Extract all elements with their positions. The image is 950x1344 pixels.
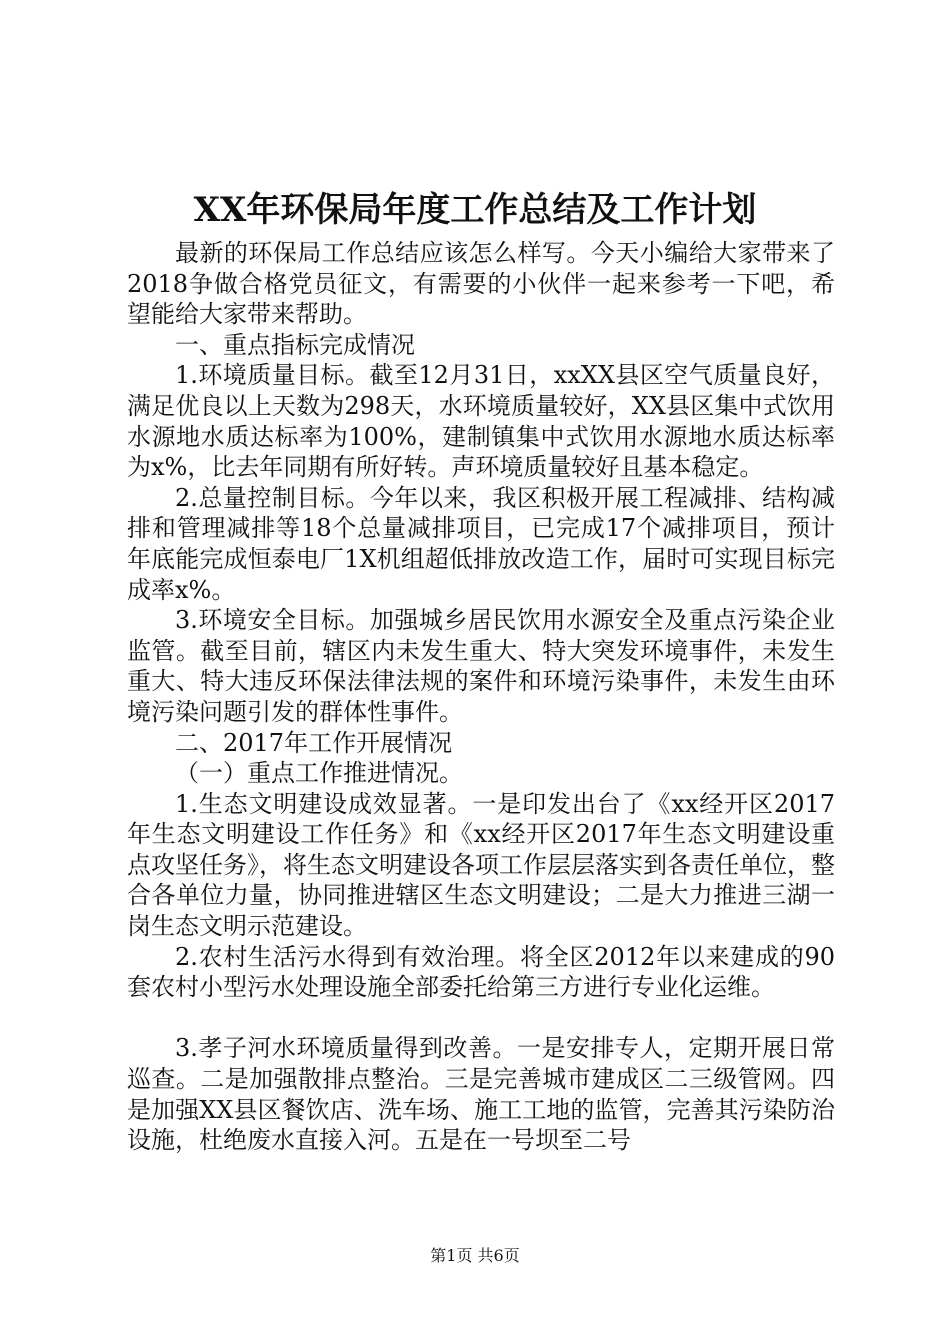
subsection-heading-key-work: （一）重点工作推进情况。 bbox=[175, 759, 463, 788]
intro-paragraph: 最新的环保局工作总结应该怎么样写。今天小编给大家带来了2018争做合格党员征文，有需要的小伙伴一起来参考一下吧，希望能给大家带来帮助。 bbox=[127, 239, 835, 329]
paragraph-total-control: 2.总量控制目标。今年以来，我区积极开展工程减排、结构减排和管理减排等18个总量减排项目，已完成17个减排项目，预计年底能完成恒泰电厂1X机组超低排放改造工作，届时可实现目标完成率x%。 bbox=[127, 483, 835, 604]
section-heading-key-indicators: 一、重点指标完成情况 bbox=[175, 330, 415, 359]
document-body bbox=[127, 238, 835, 1156]
section-heading-2017-work: 二、2017年工作开展情况 bbox=[175, 728, 453, 757]
paragraph-rural-sewage: 2.农村生活污水得到有效治理。将全区2012年以来建成的90套农村小型污水处理设施全部委托给第三方进行专业化运维。 bbox=[127, 942, 835, 1002]
document-title: XX年环保局年度工作总结及工作计划 bbox=[193, 190, 757, 230]
paragraph-environment-quality: 1.环境质量目标。截至12月31日，xxXX县区空气质量良好，满足优良以上天数为298天，水环境质量较好，XX县区集中式饮用水源地水质达标率为100%，建制镇集中式饮用水源地水质达标率为x%，比去年同期有所好转。声环境质量较好且基本稳定。 bbox=[127, 361, 835, 482]
paragraph-ecological-civilization: 1.生态文明建设成效显著。一是印发出台了《xx经开区2017年生态文明建设工作任务》和《xx经开区2017年生态文明建设重点攻坚任务》，将生态文明建设各项工作层层落实到各责任单位，整合各单位力量，协同推进辖区生态文明建设；二是大力推进三湖一岗生态文明示范建设。 bbox=[127, 789, 835, 941]
paragraph-river-quality: 3.孝子河水环境质量得到改善。一是安排专人，定期开展日常巡查。二是加强散排点整治。三是完善城市建成区二三级管网。四是加强XX县区餐饮店、洗车场、施工工地的监管，完善其污染防治设施，杜绝废水直接入河。五是在一号坝至二号 bbox=[127, 1034, 835, 1155]
paragraph-environment-safety: 3.环境安全目标。加强城乡居民饮用水源安全及重点污染企业监管。截至目前，辖区内未发生重大、特大突发环境事件，未发生重大、特大违反环保法律法规的案件和环境污染事件，未发生由环境污染问题引发的群体性事件。 bbox=[127, 606, 835, 726]
page-number-footer: 第1页 共6页 bbox=[430, 1246, 520, 1265]
